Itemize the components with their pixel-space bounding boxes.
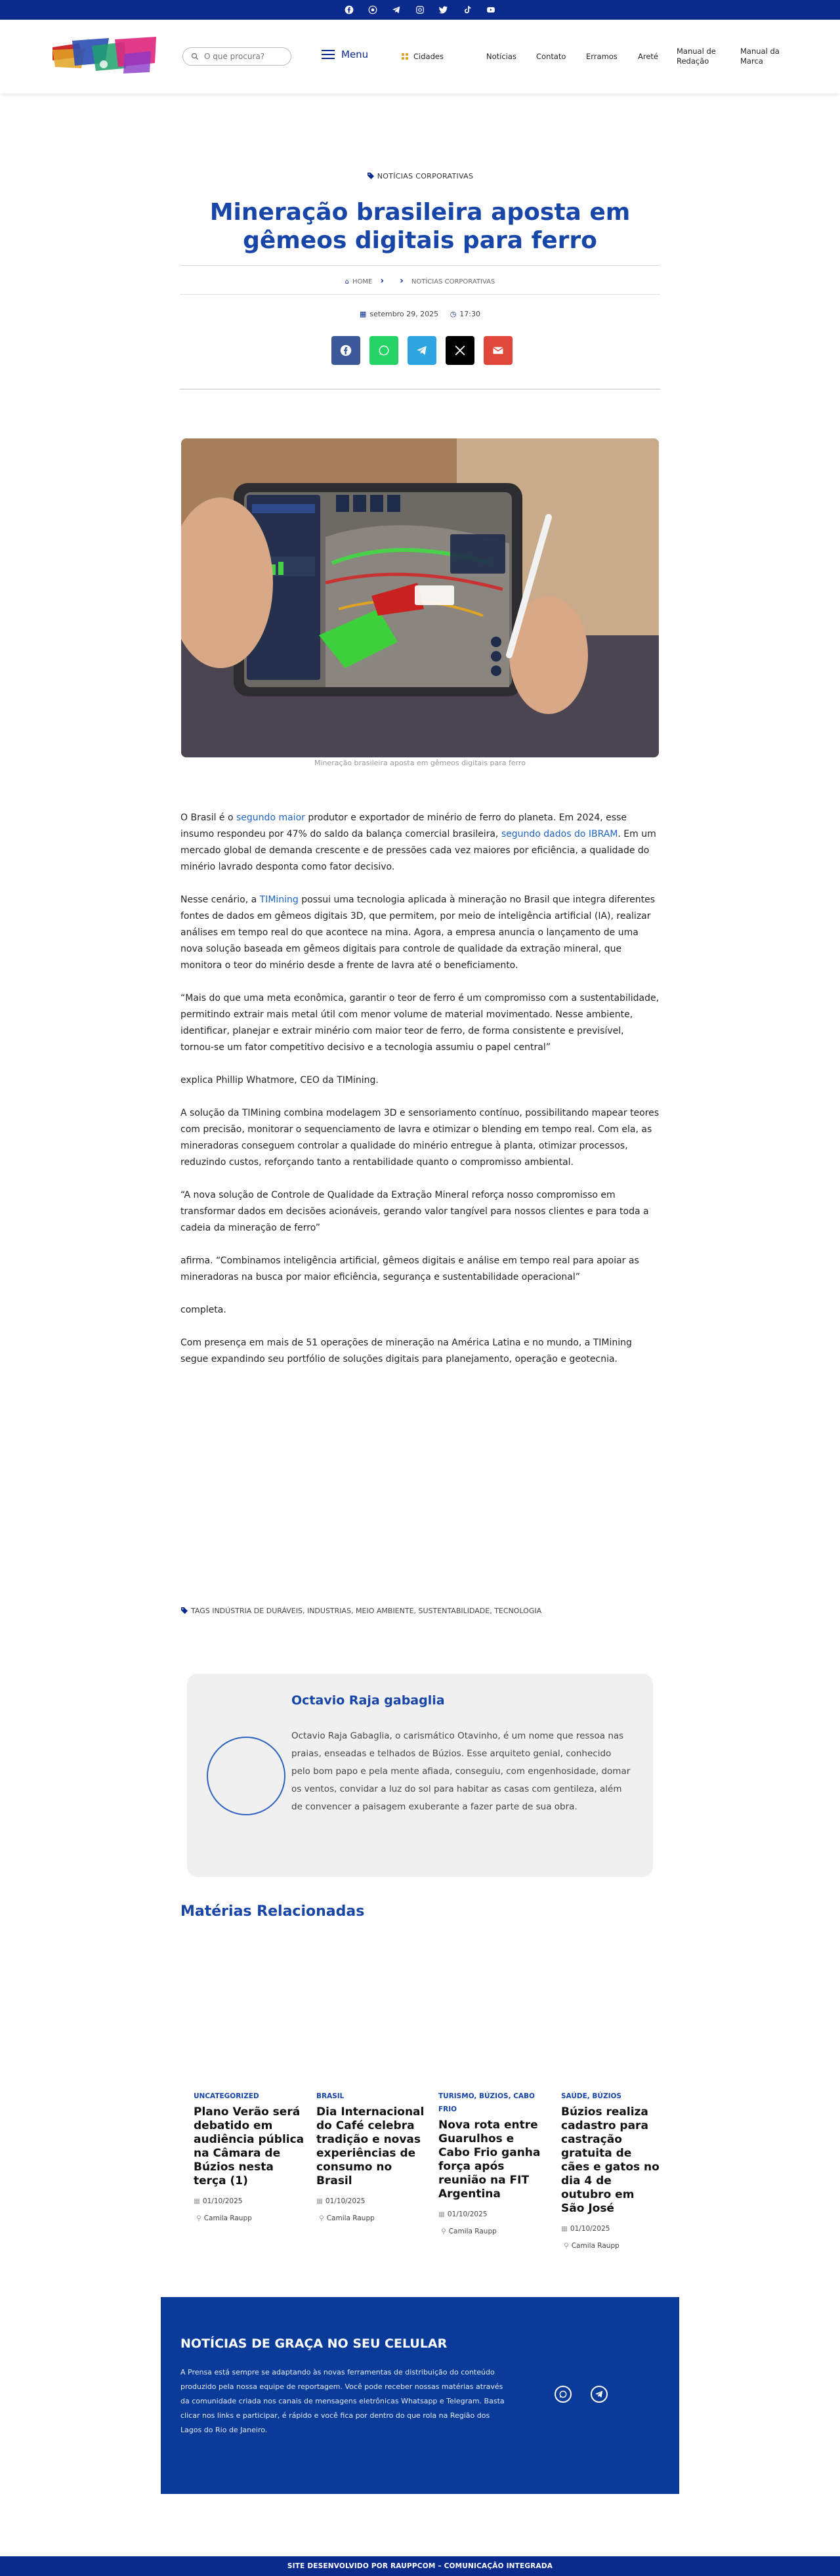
user-icon: ⚲ bbox=[319, 2214, 324, 2222]
nav-cidades[interactable]: Cidades bbox=[402, 52, 444, 62]
related-category[interactable]: TURISMO, BÚZIOS, CABO FRIO bbox=[438, 2092, 535, 2113]
related-category[interactable]: SAÚDE, BÚZIOS bbox=[561, 2092, 621, 2100]
paragraph: Nesse cenário, a TIMining possui uma tecnologia aplicada à mineração no Brasil que integra diferentes fontes de dados em gêmeos digitais 3D, que permitem, por meio de inteligência artificial (IA), realizar análises em tempo real do que acontece na mina. Agora, a empresa anuncia o lançamento de uma nova solução baseada em gêmeos digitais para controle de qualidade da extração mineral, que monitora o teor do minério desde a frente de lavra até o beneficiamento. bbox=[180, 895, 656, 971]
search-input[interactable] bbox=[204, 52, 283, 61]
share-x-button[interactable] bbox=[446, 336, 474, 365]
divider bbox=[180, 389, 660, 390]
nav-erramos[interactable]: Erramos bbox=[586, 51, 618, 61]
tablet-mining-illustration bbox=[181, 438, 659, 757]
paragraph: O Brasil é o segundo maior produtor e exportador de minério de ferro do planeta. Em 2024, esse insumo respondeu por 47% do saldo da balança comercial brasileira, segundo dados do IBRAM. Em um mercado global de demanda crescente e de pressões cada vez maiores por eficiência, a qualidade do minério lavrado desponta como fator decisivo. bbox=[180, 813, 656, 872]
whatsapp-icon bbox=[378, 345, 390, 356]
article-tags: TAGS INDÚSTRIA DE DURÁVEIS, INDUSTRIAS, MEIO AMBIENTE, SUSTENTABILIDADE, TECNOLOGIA bbox=[180, 1607, 541, 1615]
breadcrumb-section[interactable]: NOTÍCIAS CORPORATIVAS bbox=[411, 278, 495, 285]
related-category[interactable]: UNCATEGORIZED bbox=[194, 2092, 259, 2100]
divider bbox=[180, 294, 660, 295]
whatsapp-icon[interactable] bbox=[555, 2386, 572, 2403]
promo-heading: NOTÍCIAS DE GRAÇA NO SEU CELULAR bbox=[180, 2336, 448, 2351]
article-date: setembro 29, 2025 bbox=[369, 310, 439, 318]
article-meta bbox=[0, 310, 840, 318]
chevron-right-icon: › bbox=[380, 276, 385, 286]
related-item[interactable]: TURISMO, BÚZIOS, CABO FRIO Nova rota entre Guarulhos e Cabo Frio ganha força após reunião na FIT Argentina ▦ 01/10/2025 ⚲ Camila Raupp bbox=[438, 2090, 543, 2235]
share-facebook-button[interactable] bbox=[331, 336, 360, 365]
breadcrumb-home[interactable]: HOME bbox=[352, 278, 373, 285]
related-title[interactable]: Búzios realiza cadastro para castração gratuita de cães e gatos no dia 4 de outubro em São José bbox=[561, 2105, 660, 2215]
site-header bbox=[0, 20, 840, 93]
related-title[interactable]: Nova rota entre Guarulhos e Cabo Frio ganha força após reunião na FIT Argentina bbox=[438, 2119, 541, 2201]
telegram-icon bbox=[416, 345, 428, 356]
author-avatar bbox=[207, 1737, 285, 1815]
telegram-icon[interactable] bbox=[591, 2386, 608, 2403]
divider bbox=[180, 265, 660, 266]
newsletter-promo bbox=[161, 2297, 679, 2494]
facebook-icon bbox=[340, 345, 352, 356]
related-item[interactable]: BRASIL Dia Internacional do Café celebra tradição e novas experiências de consumo no Brasil ▦ 01/10/2025 ⚲ Camila Raupp bbox=[316, 2090, 428, 2222]
quote-paragraph: “A nova solução de Controle de Qualidade da Extração Mineral reforça nosso compromisso em transformar dados em decisões acionáveis, gerando valor tangível para nossos clientes e para toda a cadeia da mineração de ferro” bbox=[180, 1190, 649, 1233]
tag-icon bbox=[367, 172, 375, 180]
user-icon: ⚲ bbox=[564, 2242, 569, 2250]
clock-icon: ◷ bbox=[450, 310, 457, 318]
nav-manual-marca[interactable]: Manual da Marca bbox=[740, 47, 780, 66]
menu-button[interactable] bbox=[322, 47, 368, 62]
tiktok-icon[interactable] bbox=[462, 5, 472, 15]
youtube-icon[interactable] bbox=[486, 5, 496, 15]
link-segundo-maior[interactable]: segundo maior bbox=[236, 813, 305, 823]
link-timining[interactable]: TIMining bbox=[259, 895, 299, 905]
search-icon bbox=[191, 53, 199, 60]
telegram-icon[interactable] bbox=[391, 5, 402, 15]
paragraph: explica Phillip Whatmore, CEO da TIMining. bbox=[180, 1075, 379, 1086]
nav-noticias[interactable]: Notícias bbox=[486, 51, 516, 61]
search-box[interactable] bbox=[182, 47, 291, 66]
share-telegram-button[interactable] bbox=[408, 336, 436, 365]
tag-icon bbox=[180, 1607, 188, 1615]
article-category[interactable]: NOTÍCIAS CORPORATIVAS bbox=[0, 172, 840, 180]
breadcrumb bbox=[0, 276, 840, 286]
home-icon: ⌂ bbox=[345, 278, 349, 285]
related-item[interactable]: SAÚDE, BÚZIOS Búzios realiza cadastro para castração gratuita de cães e gatos no dia 4 de outubro em São José ▦ 01/10/2025 ⚲ Camila Raupp bbox=[561, 2090, 660, 2250]
email-icon bbox=[492, 345, 504, 356]
user-icon: ⚲ bbox=[196, 2214, 201, 2222]
article-title: Mineração brasileira aposta em gêmeos digitais para ferro bbox=[209, 199, 631, 254]
image-caption: Mineração brasileira aposta em gêmeos digitais para ferro bbox=[314, 759, 526, 767]
nav-contato[interactable]: Contato bbox=[536, 51, 566, 61]
share-whatsapp-button[interactable] bbox=[369, 336, 398, 365]
paragraph: A solução da TIMining combina modelagem 3D e sensoriamento contínuo, possibilitando mapear teores com precisão, monitorar o sequenciamento de lavra e otimizar o blending em tempo real. Com ela, as mineradoras conseguem controlar a qualidade do minério entregue à planta, otimizar processos, reduzindo custos, reforçando tanto a rentabilidade quanto o compromisso ambiental. bbox=[180, 1108, 660, 1168]
calendar-icon: ▦ bbox=[561, 2225, 568, 2233]
related-category[interactable]: BRASIL bbox=[316, 2092, 345, 2100]
calendar-icon: ▦ bbox=[438, 2210, 445, 2218]
share-email-button[interactable] bbox=[484, 336, 513, 365]
instagram-icon[interactable] bbox=[415, 5, 425, 15]
hamburger-icon bbox=[322, 47, 335, 62]
related-title[interactable]: Dia Internacional do Café celebra tradição e novas experiências de consumo no Brasil bbox=[316, 2105, 425, 2187]
whatsapp-icon[interactable] bbox=[368, 5, 378, 15]
paragraph: completa. bbox=[180, 1305, 226, 1315]
link-ibram[interactable]: segundo dados do IBRAM bbox=[501, 829, 618, 839]
article-body bbox=[180, 810, 660, 1384]
author-name[interactable]: Octavio Raja gabaglia bbox=[291, 1693, 445, 1708]
chevron-right-icon: › bbox=[400, 276, 404, 286]
author-bio: Octavio Raja Gabaglia, o carismático Otavinho, é um nome que ressoa nas praias, enseadas e telhados de Búzios. Esse arquiteto genial, conhecido pelo bom papo e pela mente afiada, conseguiu, com engenhosidade, domar os ventos, convidar a luz do sol para habitar as casas com gentileza, além de convencer a paisagem exuberante a fazer parte de sua obra. bbox=[291, 1731, 631, 1812]
calendar-icon: ▦ bbox=[316, 2197, 323, 2205]
quote-paragraph: “Mais do que uma meta econômica, garantir o teor de ferro é um compromisso com a sustentabilidade, permitindo extrair mais metal útil com menor volume de material movimentado. Nesse ambiente, identificar, planejar e extrair minério com maior teor de ferro, de forma consistente e previsível, tornou-se um fator competitivo decisivo e a tecnologia assumiu o papel central” bbox=[180, 993, 660, 1053]
promo-text: A Prensa está sempre se adaptando às novas ferramentas de distribuição do conteúdo produzido pela nossa equipe de reportagem. Você pode receber nossas matérias através da comunidade criada nos canais de mensagens eletrônicas Whatsapp e Telegram. Basta clicar nos links e participar, é rápido e você fica por dentro do que rola na Região dos Lagos do Rio de Janeiro. bbox=[180, 2368, 505, 2434]
x-icon bbox=[454, 345, 466, 356]
author-box bbox=[187, 1674, 653, 1877]
site-footer: SITE DESENVOLVIDO POR RAUPPCOM – COMUNICAÇÃO INTEGRADA bbox=[0, 2556, 840, 2576]
facebook-icon[interactable] bbox=[344, 5, 354, 15]
share-buttons bbox=[331, 336, 513, 365]
twitter-icon[interactable] bbox=[438, 5, 449, 15]
menu-label: Menu bbox=[341, 49, 369, 60]
nav-arete[interactable]: Areté bbox=[638, 51, 659, 61]
user-icon: ⚲ bbox=[441, 2228, 446, 2235]
article-time: 17:30 bbox=[459, 310, 480, 318]
paragraph: afirma. “Combinamos inteligência artificial, gêmeos digitais e análise em tempo real para apoiar as mineradoras na busca por maior eficiência, segurança e sustentabilidade operacional” bbox=[180, 1256, 639, 1282]
nav-manual-redacao[interactable]: Manual de Redação bbox=[677, 47, 716, 66]
related-title[interactable]: Plano Verão será debatido em audiência pública na Câmara de Búzios nesta terça (1) bbox=[194, 2105, 304, 2187]
social-bar bbox=[0, 0, 840, 20]
site-logo[interactable] bbox=[52, 34, 156, 76]
related-heading: Matérias Relacionadas bbox=[180, 1903, 365, 1920]
calendar-icon: ▦ bbox=[194, 2197, 200, 2205]
calendar-icon: ▦ bbox=[360, 310, 367, 318]
paragraph: Com presença em mais de 51 operações de mineração na América Latina e no mundo, a TIMining segue expandindo seu portfólio de soluções digitais para planejamento, operação e geotecnia. bbox=[180, 1338, 632, 1364]
grid-icon bbox=[402, 53, 408, 60]
article-image bbox=[181, 438, 659, 757]
related-item[interactable]: UNCATEGORIZED Plano Verão será debatido em audiência pública na Câmara de Búzios nesta terça (1) ▦ 01/10/2025 ⚲ Camila Raupp bbox=[194, 2090, 305, 2222]
